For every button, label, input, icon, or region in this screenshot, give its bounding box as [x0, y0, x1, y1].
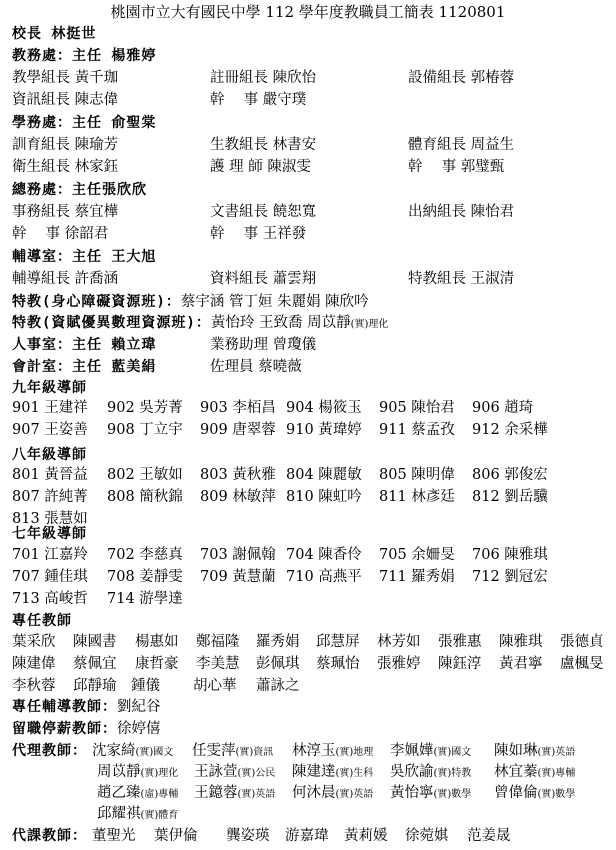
academic-staff: 幹 事 嚴守璞 — [210, 92, 307, 108]
document-title: 桃園市立大有國民中學 112 學年度教職員工簡表 1120801 — [110, 3, 506, 21]
substitute-teacher — [194, 783, 275, 805]
homeroom-teacher: 813 張慧如 — [12, 511, 88, 527]
homeroom-teacher: 704 陳香伶 — [286, 547, 362, 563]
substitute-subject: (實)數學 — [537, 789, 576, 800]
homeroom-teacher: 810 陳虹吟 — [286, 489, 362, 505]
homeroom-teacher: 702 李慈真 — [107, 547, 183, 563]
homeroom-teacher: 710 高燕平 — [286, 569, 362, 585]
substitute-name: 趙乙臻 — [97, 785, 141, 801]
subject-teacher: 彭佩琪 — [256, 656, 300, 672]
substitute-name: 曾偉倫 — [494, 785, 538, 801]
homeroom-teacher: 905 陳怡君 — [379, 400, 455, 416]
substitute-teacher — [97, 783, 178, 805]
class-teachers-label: 代課教師： — [12, 828, 87, 844]
homeroom-teacher: 803 黃秋雅 — [200, 467, 276, 483]
class-teacher: 范姜晟 — [467, 828, 511, 844]
substitute-teacher — [92, 741, 173, 763]
special-ed-names: 蔡宇涵 管丁姮 朱麗娟 陳欣吟 — [180, 294, 369, 310]
homeroom-teacher: 906 趙琦 — [472, 400, 534, 416]
student-affairs-staff: 護 理 師 陳淑雯 — [210, 159, 311, 175]
subject-teacher: 陳建偉 — [12, 656, 56, 672]
counseling-staff: 特教組長 王淑清 — [408, 271, 515, 287]
grade8-head: 八年級導師 — [12, 447, 87, 463]
principal: 校長 林挺世 — [12, 26, 97, 42]
general-affairs-staff: 幹 事 徐韶君 — [12, 226, 109, 242]
substitute-teacher — [390, 762, 471, 784]
substitute-name: 任雯萍 — [192, 743, 236, 759]
substitute-name: 吳欣諭 — [390, 764, 434, 780]
homeroom-teacher: 807 許純菁 — [12, 489, 88, 505]
substitute-subject: (虛)專輔 — [140, 789, 179, 800]
substitute-name: 周苡靜 — [97, 764, 141, 780]
subject-teacher: 陳國書 — [73, 634, 117, 650]
gifted-names: 黃怡玲 王致喬 周苡靜 — [210, 315, 351, 331]
subject-teacher: 楊惠如 — [135, 634, 179, 650]
substitute-subject: (實)英語 — [335, 789, 374, 800]
homeroom-teacher: 801 黃晉益 — [12, 467, 88, 483]
substitute-name: 邱耀祺 — [97, 806, 141, 822]
subject-teachers-head: 專任教師 — [12, 613, 72, 629]
substitute-name: 林宜蓁 — [494, 764, 538, 780]
class-teacher: 黃莉媛 — [344, 828, 388, 844]
subject-teacher: 鍾儀 — [131, 678, 160, 694]
subject-teacher: 蔡佩宜 — [73, 656, 117, 672]
substitute-subject: (實)生科 — [335, 768, 374, 779]
substitute-teacher — [494, 762, 575, 784]
general-affairs-staff: 事務組長 蔡宜樺 — [12, 204, 119, 220]
substitute-teacher — [494, 783, 575, 805]
subject-teacher: 胡心華 — [193, 678, 237, 694]
homeroom-teacher: 712 劉冠宏 — [472, 569, 548, 585]
homeroom-teacher: 901 王建祥 — [12, 400, 88, 416]
homeroom-teacher: 904 楊筱玉 — [286, 400, 362, 416]
class-teacher: 董聖光 — [92, 828, 136, 844]
student-affairs-staff: 衛生組長 林家鈺 — [12, 159, 119, 175]
counseling-office-head: 輔導室：主任 王大旭 — [12, 249, 157, 265]
homeroom-teacher: 802 王敏如 — [107, 467, 183, 483]
substitute-teacher — [292, 783, 373, 805]
substitute-name: 陳建達 — [292, 764, 336, 780]
subject-teacher: 葉采欣 — [12, 634, 56, 650]
substitute-subject: (實)英語 — [537, 747, 576, 758]
homeroom-teacher: 811 林彥廷 — [379, 489, 455, 505]
substitute-subject: (實)國文 — [433, 747, 472, 758]
academic-staff: 教學組長 黃千珈 — [12, 70, 119, 86]
student-affairs-staff: 訓育組長 陳瑜芳 — [12, 137, 119, 153]
substitute-subject: (實)公民 — [237, 768, 276, 779]
gifted-line — [12, 313, 388, 335]
substitute-teacher — [192, 741, 273, 763]
substitute-name: 李姵嬅 — [390, 743, 434, 759]
subject-teacher: 李美慧 — [196, 656, 240, 672]
homeroom-teacher: 910 黃瑋婷 — [286, 422, 362, 438]
subject-teacher: 黃君寧 — [499, 656, 543, 672]
homeroom-teacher: 912 余采樺 — [472, 422, 548, 438]
homeroom-teacher: 903 李栢昌 — [200, 400, 276, 416]
academic-office-head: 教務處：主任 楊雅婷 — [12, 48, 157, 64]
homeroom-teacher: 703 謝佩翰 — [200, 547, 276, 563]
subject-teacher: 邱靜瑜 — [73, 678, 117, 694]
gifted-label: 特教(資賦優異數理資源班)： — [12, 315, 211, 331]
homeroom-teacher: 706 陳雅琪 — [472, 547, 548, 563]
academic-staff: 設備組長 郭椿蓉 — [408, 70, 515, 86]
homeroom-teacher: 809 林敏萍 — [200, 489, 276, 505]
personnel-head: 人事室：主任 賴立瑋 — [12, 337, 157, 353]
homeroom-teacher: 804 陳麗敏 — [286, 467, 362, 483]
substitute-teacher — [390, 783, 471, 805]
subject-teacher: 李秋蓉 — [12, 678, 56, 694]
student-affairs-head: 學務處：主任 俞聖棠 — [12, 115, 157, 131]
subject-teacher: 林芳如 — [377, 634, 421, 650]
academic-staff: 資訊組長 陳志偉 — [12, 92, 119, 108]
leave-teacher-label: 留職停薪教師： — [12, 721, 117, 737]
substitute-subject: (實)數學 — [433, 789, 472, 800]
class-teacher: 游嘉瑋 — [285, 828, 329, 844]
special-ed-line — [12, 292, 369, 312]
student-affairs-staff: 體育組長 周益生 — [408, 137, 515, 153]
grade9-head: 九年級導師 — [12, 380, 87, 396]
accounting-head: 會計室：主任 藍美絹 — [12, 359, 157, 375]
special-ed-label: 特教(身心障礙資源班)： — [12, 294, 181, 310]
general-affairs-staff: 文書組長 饒恕寬 — [210, 204, 317, 220]
grade7-head: 七年級導師 — [12, 526, 87, 542]
subject-teacher: 盧楓旻 — [560, 656, 604, 672]
substitute-name: 何沐晨 — [292, 785, 336, 801]
subject-teacher: 邱慧屏 — [316, 634, 360, 650]
substitute-teacher — [494, 741, 575, 763]
substitute-teacher — [292, 741, 373, 763]
homeroom-teacher: 902 吳芳菁 — [107, 400, 183, 416]
counseling-teacher-label: 專任輔導教師： — [12, 699, 117, 715]
homeroom-teacher: 806 郭俊宏 — [472, 467, 548, 483]
substitutes-label: 代理教師： — [12, 743, 87, 759]
student-affairs-staff: 幹 事 郭璧甄 — [408, 159, 505, 175]
substitute-subject: (實)國文 — [135, 747, 174, 758]
substitute-subject: (實)英語 — [237, 789, 276, 800]
subject-teacher: 張德貞 — [560, 634, 604, 650]
counseling-staff: 輔導組長 許喬涵 — [12, 271, 119, 287]
homeroom-teacher: 708 姜靜雯 — [107, 569, 183, 585]
substitute-teacher — [97, 762, 178, 784]
substitute-name: 王鐿蓉 — [194, 785, 238, 801]
subject-teacher: 蔡珮怡 — [316, 656, 360, 672]
substitute-teacher — [97, 804, 178, 826]
substitute-name: 王詠萱 — [194, 764, 238, 780]
subject-teacher: 蕭詠之 — [256, 678, 300, 694]
counseling-staff: 資料組長 蕭雲翔 — [210, 271, 317, 287]
substitute-teacher — [194, 762, 275, 784]
homeroom-teacher: 911 蔡孟孜 — [379, 422, 455, 438]
homeroom-teacher: 701 江嘉羚 — [12, 547, 88, 563]
subject-teacher: 張雅惠 — [438, 634, 482, 650]
substitute-teacher — [292, 762, 373, 784]
homeroom-teacher: 711 羅秀娟 — [379, 569, 455, 585]
accounting-assistant: 佐理員 蔡曉薇 — [210, 359, 302, 375]
gifted-tag: (實)理化 — [350, 319, 389, 330]
homeroom-teacher: 805 陳明偉 — [379, 467, 455, 483]
homeroom-teacher: 907 王姿善 — [12, 422, 88, 438]
substitute-name: 黃怡寧 — [390, 785, 434, 801]
general-affairs-head: 總務處：主任張欣欣 — [12, 182, 147, 198]
general-affairs-staff: 幹 事 王祥發 — [210, 226, 307, 242]
homeroom-teacher: 707 鍾佳琪 — [12, 569, 88, 585]
subject-teacher: 鄭福隆 — [196, 634, 240, 650]
subject-teacher: 陳鈺淳 — [438, 656, 482, 672]
homeroom-teacher: 713 高峻哲 — [12, 591, 88, 607]
general-affairs-staff: 出納組長 陳怡君 — [408, 204, 515, 220]
substitute-name: 林淳玉 — [292, 743, 336, 759]
class-teacher: 徐菀娸 — [405, 828, 449, 844]
subject-teacher: 康哲豪 — [135, 656, 179, 672]
counseling-teacher-name: 劉紀谷 — [117, 699, 161, 715]
homeroom-teacher: 808 簡秋錦 — [107, 489, 183, 505]
leave-teacher-name: 徐婷僖 — [117, 721, 161, 737]
homeroom-teacher: 909 唐翠蓉 — [200, 422, 276, 438]
homeroom-teacher: 908 丁立宇 — [107, 422, 183, 438]
substitute-subject: (實)理化 — [140, 768, 179, 779]
counseling-teacher-line — [12, 697, 161, 717]
subject-teacher: 張雅婷 — [377, 656, 421, 672]
substitute-teacher — [390, 741, 471, 763]
class-teacher: 龔姿瑛 — [226, 828, 270, 844]
substitute-subject: (實)體育 — [140, 810, 179, 821]
academic-staff: 註冊組長 陳欣怡 — [210, 70, 317, 86]
leave-teacher-line — [12, 719, 161, 739]
subject-teacher: 羅秀娟 — [256, 634, 300, 650]
substitute-subject: (實)專輔 — [537, 768, 576, 779]
substitute-name: 沈家綺 — [92, 743, 136, 759]
student-affairs-staff: 生教組長 林書安 — [210, 137, 317, 153]
substitute-subject: (實)特教 — [433, 768, 472, 779]
homeroom-teacher: 714 游學達 — [107, 591, 183, 607]
homeroom-teacher: 812 劉岳驥 — [472, 489, 548, 505]
class-teacher: 葉伊倫 — [154, 828, 198, 844]
personnel-assistant: 業務助理 曾瓊儀 — [210, 337, 317, 353]
substitute-subject: (實)地理 — [335, 747, 374, 758]
substitute-subject: (實)資訊 — [235, 747, 274, 758]
substitute-name: 陳如琳 — [494, 743, 538, 759]
subject-teacher: 陳雅琪 — [499, 634, 543, 650]
homeroom-teacher: 709 黃慧蘭 — [200, 569, 276, 585]
homeroom-teacher: 705 余姍旻 — [379, 547, 455, 563]
